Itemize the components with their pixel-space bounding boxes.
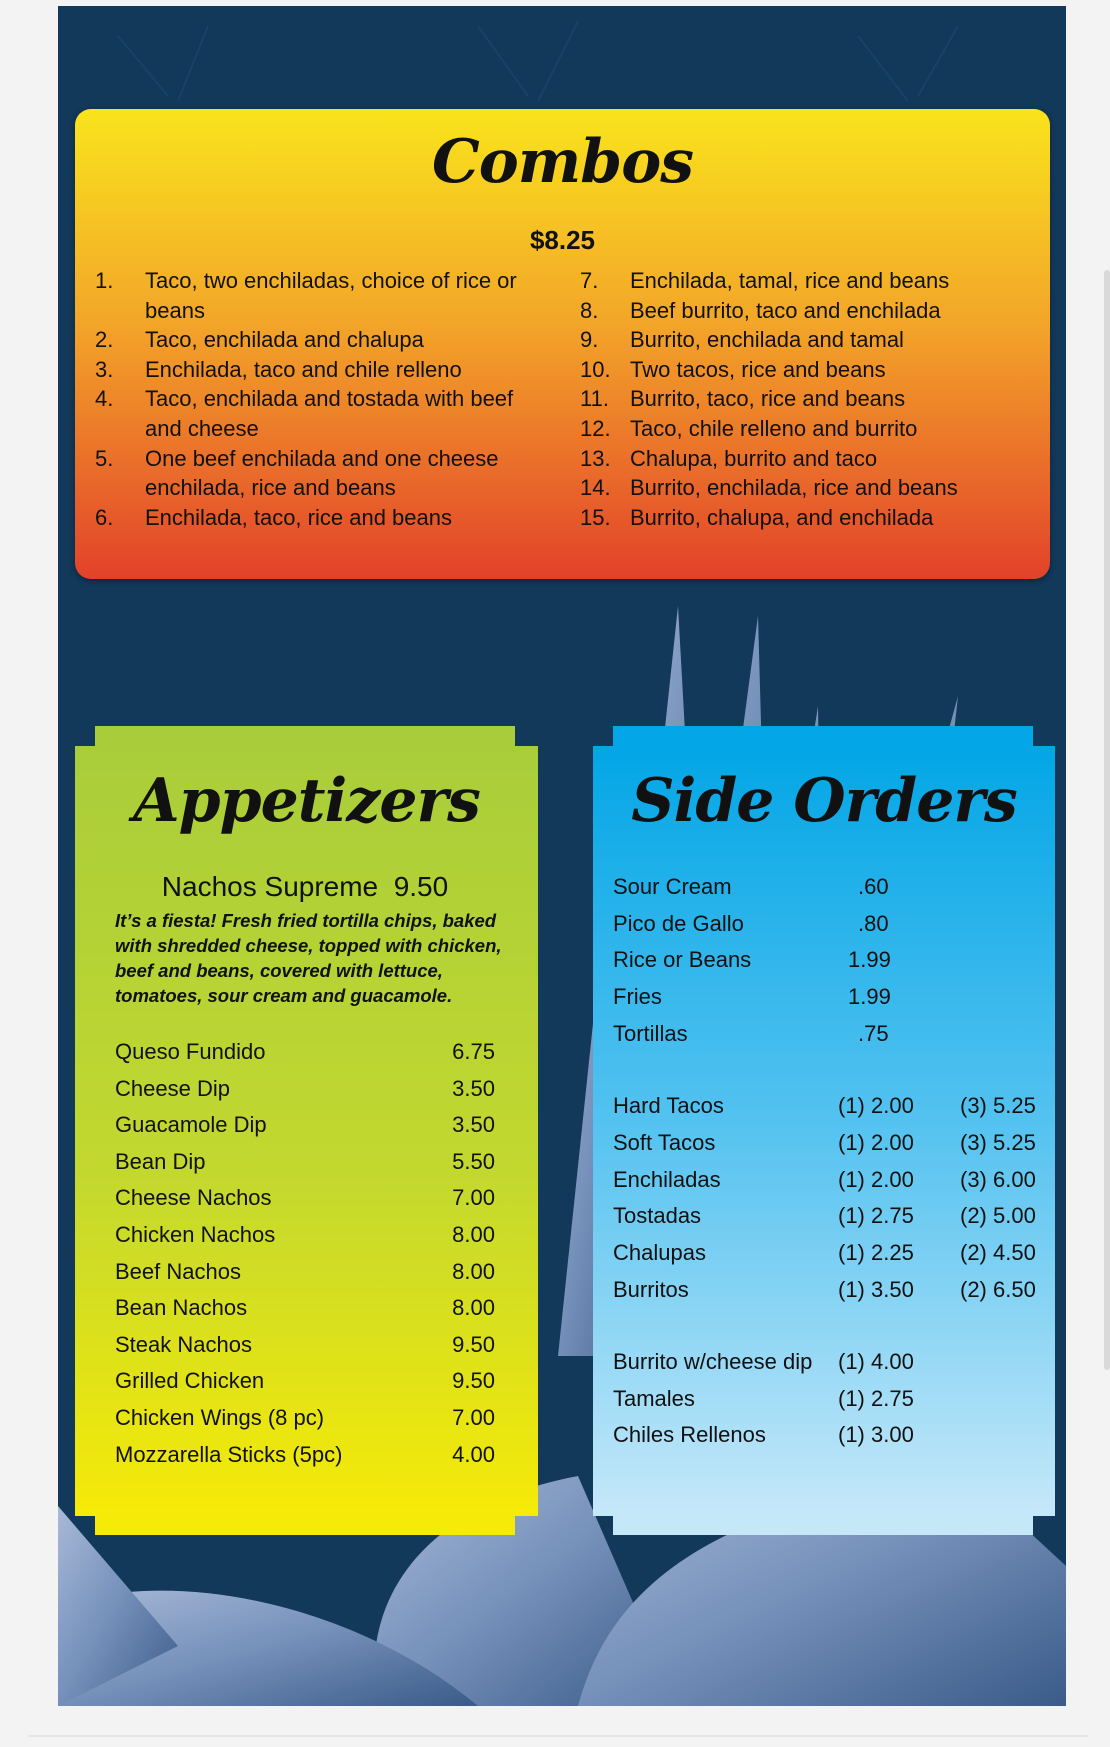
menu-page bbox=[58, 6, 1066, 1706]
page-divider bbox=[28, 1735, 1088, 1737]
side-orders-panel bbox=[593, 746, 1055, 1516]
appetizer-row: Guacamole Dip 3.50 bbox=[115, 1112, 495, 1138]
combo-item: 5. One beef enchilada and one cheese enchilada, rice and beans bbox=[95, 445, 499, 501]
appetizer-row: Chicken Wings (8 pc) 7.00 bbox=[115, 1404, 495, 1430]
side-row: Chiles Rellenos (1) 3.00 bbox=[613, 1422, 914, 1447]
combo-item: 2. Taco, enchilada and chalupa bbox=[95, 327, 424, 353]
appetizer-row: Bean Dip 5.50 bbox=[115, 1148, 495, 1174]
side-row: Rice or Beans 1.99 bbox=[613, 947, 891, 972]
appetizer-row: Grilled Chicken 9.50 bbox=[115, 1368, 495, 1394]
appetizer-row: Cheese Dip 3.50 bbox=[115, 1075, 495, 1101]
appetizers-list bbox=[115, 1034, 495, 1473]
appetizer-row: Chicken Nachos 8.00 bbox=[115, 1221, 495, 1247]
appetizer-row: Mozzarella Sticks (5pc) 4.00 bbox=[115, 1441, 495, 1467]
combo-item: 12. Taco, chile relleno and burrito bbox=[580, 415, 918, 441]
combo-item: 3. Enchilada, taco and chile relleno bbox=[95, 356, 462, 382]
combos-list-left bbox=[95, 266, 535, 532]
appetizer-row: Beef Nachos 8.00 bbox=[115, 1258, 495, 1284]
combo-item: 9. Burrito, enchilada and tamal bbox=[580, 327, 904, 353]
nachos-supreme-heading bbox=[75, 871, 535, 903]
combo-item: 11. Burrito, taco, rice and beans bbox=[580, 386, 906, 412]
side-orders-title: Side Orders bbox=[631, 766, 1017, 836]
side-row: Hard Tacos (1) 2.00 (3) 5.25 bbox=[613, 1093, 1036, 1118]
combo-item: 15. Burrito, chalupa, and enchilada bbox=[580, 504, 934, 530]
feature-name: Nachos Supreme bbox=[161, 871, 379, 902]
appetizer-row: Bean Nachos 8.00 bbox=[115, 1295, 495, 1321]
combo-item: 8. Beef burrito, taco and enchilada bbox=[580, 297, 941, 323]
appetizer-row: Cheese Nachos 7.00 bbox=[115, 1185, 495, 1211]
side-row: Pico de Gallo .80 bbox=[613, 911, 889, 936]
combo-item: 7. Enchilada, tamal, rice and beans bbox=[580, 268, 950, 293]
side-row: Chalupas (1) 2.25 (2) 4.50 bbox=[613, 1240, 1036, 1265]
appetizer-row: Steak Nachos 9.50 bbox=[115, 1331, 495, 1357]
side-row: Burritos (1) 3.50 (2) 6.50 bbox=[613, 1277, 1036, 1302]
side-row: Sour Cream .60 bbox=[613, 874, 889, 899]
feature-price: 9.50 bbox=[393, 871, 449, 902]
combo-item: 6. Enchilada, taco, rice and beans bbox=[95, 504, 452, 530]
side-row: Burrito w/cheese dip (1) 4.00 bbox=[613, 1349, 914, 1374]
combo-item: 14. Burrito, enchilada, rice and beans bbox=[580, 475, 958, 501]
combo-item: 13. Chalupa, burrito and taco bbox=[580, 445, 878, 471]
combos-price: $8.25 bbox=[529, 225, 596, 255]
side-row: Enchiladas (1) 2.00 (3) 6.00 bbox=[613, 1167, 1036, 1192]
combos-title: Combos bbox=[431, 127, 693, 197]
combos-panel bbox=[75, 109, 1050, 579]
side-row: Soft Tacos (1) 2.00 (3) 5.25 bbox=[613, 1130, 1036, 1155]
appetizer-row: Queso Fundido 6.75 bbox=[115, 1039, 495, 1064]
scrollbar[interactable] bbox=[1104, 270, 1110, 1370]
appetizers-title: Appetizers bbox=[133, 766, 480, 836]
combo-item: 1. Taco, two enchiladas, choice of rice or beans bbox=[95, 268, 517, 323]
combo-item: 10. Two tacos, rice and beans bbox=[580, 356, 886, 382]
appetizers-panel bbox=[75, 746, 538, 1516]
side-row: Tamales (1) 2.75 bbox=[613, 1386, 914, 1411]
combo-item: 4. Taco, enchilada and tostada with beef and cheese bbox=[95, 386, 514, 441]
side-row: Tortillas .75 bbox=[613, 1021, 889, 1046]
side-row: Tostadas (1) 2.75 (2) 5.00 bbox=[613, 1203, 1036, 1228]
nachos-description: It’s a fiesta! Fresh fried tortilla chips, baked with shredded cheese, topped with chicken, beef and beans, covered with lettuce, tomatoes, sour cream and guacamole. bbox=[115, 910, 502, 1006]
side-row: Fries 1.99 bbox=[613, 984, 891, 1009]
combos-list-right bbox=[580, 266, 1040, 532]
